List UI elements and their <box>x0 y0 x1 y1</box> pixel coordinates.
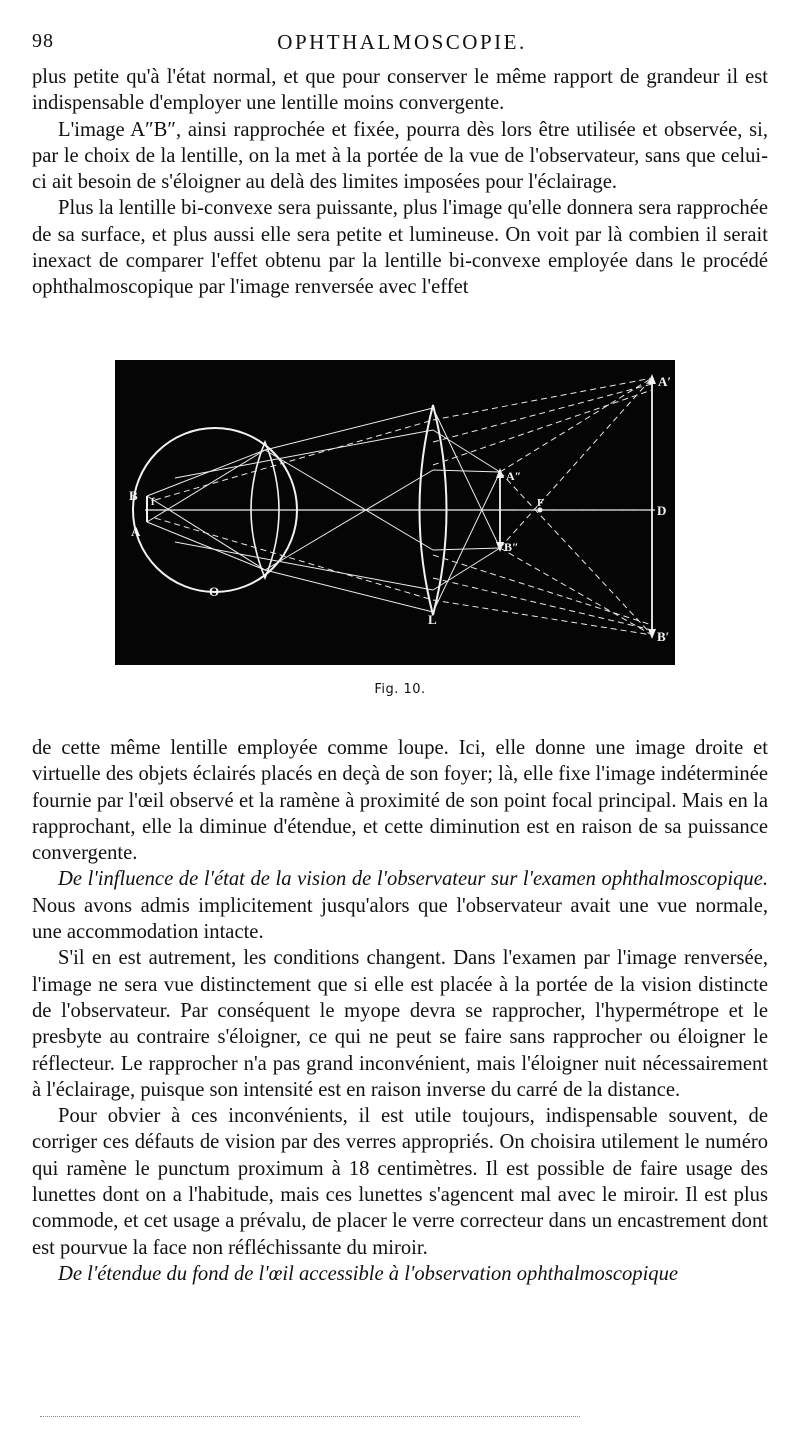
label-B-double-prime: B″ <box>504 540 519 554</box>
paragraph: Pour obvier à ces inconvénients, il est utile toujours, indispensable souvent, de corriger ces défauts de vision par des verres appropriés. On choisira utilement le numéro qui ramène le punctum proximum à 18 centimètres. Il est possible de faire usage des lunettes dont on a l'habitude, mais ces lunettes s'agencent mal avec le miroir. Il est plus commode, et cet usage a prévalu, de placer le verre correcteur dans un encastrement dont est pourvue la face non réfléchissante du miroir. <box>32 1105 768 1259</box>
section-heading-italic: De l'influence de l'état de la vision de l'observateur sur l'examen ophthalmoscopique. <box>58 868 768 891</box>
section-heading-italic: De l'étendue du fond de l'œil accessible à l'observation ophthalmoscopique <box>58 1262 679 1285</box>
label-O: O <box>209 584 220 599</box>
label-A-double-prime: A″ <box>506 469 522 483</box>
optical-diagram-svg <box>115 360 675 665</box>
text-block-bottom <box>32 735 768 1287</box>
paragraph <box>32 1261 768 1287</box>
paragraph: Plus la lentille bi-convexe sera puissante, plus l'image qu'elle donnera sera rapprochée de sa surface, et plus aussi elle sera petite et lumineuse. On voit par là combien il serait inexact de comparer l'effet obtenu par la lentille bi-convexe employée dans le procédé ophthalmoscopique par l'image renversée avec l'effet <box>32 197 768 299</box>
text-block-top <box>32 64 768 301</box>
running-title: OPHTHALMOSCOPIE. <box>277 30 527 54</box>
footer-rule <box>40 1416 580 1417</box>
label-D: D <box>657 503 667 518</box>
label-L: L <box>428 612 437 627</box>
label-B: B <box>129 488 138 503</box>
label-F: F <box>537 497 544 509</box>
label-f: f <box>151 496 155 508</box>
paragraph-text: Nous avons admis implicitement jusqu'alors que l'observateur avait une vue normale, une accommodation intacte. <box>32 894 768 944</box>
page-number: 98 <box>32 30 54 52</box>
label-B-prime: B′ <box>657 629 670 644</box>
optical-diagram <box>115 360 675 665</box>
label-A: A <box>131 524 141 539</box>
paragraph: L'image A″B″, ainsi rapprochée et fixée, pourra dès lors être utilisée et observée, si, par le choix de la lentille, on la met à la portée de la vue de l'observateur, sans que celui-ci ait besoin de s'éloigner au delà des limites imposées pour l'éclairage. <box>32 118 768 194</box>
paragraph: S'il en est autrement, les conditions changent. Dans l'examen par l'image renversée, l'image ne sera vue distinctement que si elle est placée à la portée de la vision distincte de l'observateur. Par conséquent le myope devra se rapprocher, l'hypermétrope et le presbyte au contraire s'éloigner, ce qui ne peut se faire sans rapprocher ou éloigner le réflecteur. Le rapprocher n'a pas grand inconvénient, mais l'éloigner nuit nécessairement à l'éclairage, puisque son intensité est en raison inverse du carré de la distance. <box>32 947 768 1101</box>
figure-caption: Fig. 10. <box>374 682 426 697</box>
page-header <box>32 28 772 58</box>
label-A-prime: A′ <box>658 374 672 389</box>
paragraph: plus petite qu'à l'état normal, et que pour conserver le même rapport de grandeur il est indispensable d'employer une lentille moins convergente. <box>32 66 768 115</box>
paragraph <box>32 866 768 945</box>
paragraph: de cette même lentille employée comme loupe. Ici, elle donne une image droite et virtuelle des objets éclairés placés en deçà de son foyer; là, elle fixe l'image indéterminée fournie par l'œil observé et la ramène à proximité de son point focal principal. Mais en la rapprochant, elle la diminue d'étendue, et cette diminution est en raison de sa puissance convergente. <box>32 737 768 865</box>
